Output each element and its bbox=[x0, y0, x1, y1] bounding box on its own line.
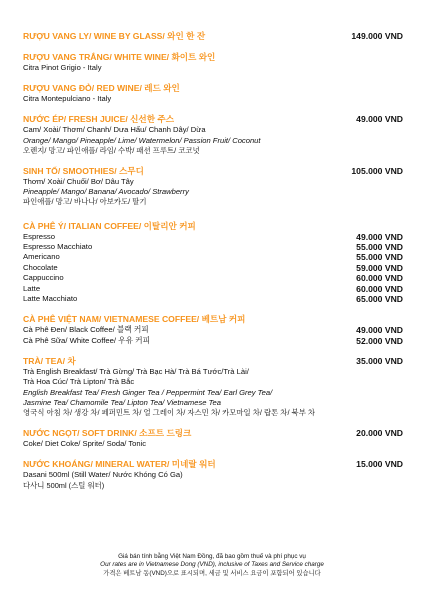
item-price: 60.000 VND bbox=[356, 283, 403, 294]
item-line: Thơm/ Xoài/ Chuối/ Bơ/ Dâu Tây bbox=[23, 177, 134, 187]
item-list bbox=[23, 232, 403, 305]
menu-item bbox=[23, 336, 403, 346]
section-soft-drink bbox=[23, 427, 403, 449]
section-tea bbox=[23, 355, 403, 418]
item-price: 59.000 VND bbox=[356, 262, 403, 273]
item-price: 49.000 VND bbox=[356, 325, 403, 336]
section-title: RƯỢU VANG ĐỎ/ RED WINE/ 레드 와인 bbox=[23, 83, 180, 94]
item-line: Citra Pinot Grigio - Italy bbox=[23, 63, 102, 72]
item-line-korean: 다사니 500ml (스틸 워터) bbox=[23, 480, 105, 490]
item-price: 65.000 VND bbox=[356, 293, 403, 304]
item-line-korean: 파인애플/ 망고/ 바나나/ 아보카도/ 딸기 bbox=[23, 197, 147, 207]
item-line-english: English Breakfast Tea/ Fresh Ginger Tea / Peppermint Tea/ Earl Grey Tea/ bbox=[23, 387, 273, 397]
item-line-korean: 영국식 아침 차/ 생강 차/ 페퍼민트 차/ 얼 그레이 차/ 자스민 차/ 카모마일 차/ 랍톤 차/ 북부 차 bbox=[23, 407, 316, 417]
section-price: 105.000 VND bbox=[351, 166, 403, 177]
item-price: 55.000 VND bbox=[356, 242, 403, 253]
section-smoothies bbox=[23, 165, 403, 208]
section-title: NƯỚC ÉP/ FRESH JUICE/ 신선한 주스 bbox=[23, 114, 174, 125]
item-name: Cà Phê Đen/ Black Coffee/ 블랙 커피 bbox=[23, 325, 149, 335]
item-price: 60.000 VND bbox=[356, 273, 403, 284]
section-mineral-water bbox=[23, 458, 403, 490]
item-line: Trà English Breakfast/ Trà Gừng/ Trà Bạc Hà/ Trà Bá Tước/Trà Lài/ bbox=[23, 367, 249, 377]
footer-note-korean: 가격은 베트남 동(VND)으로 표시되며, 세금 및 서비스 요금이 포함되어 있습니다 bbox=[103, 569, 321, 577]
section-italian-coffee bbox=[23, 220, 403, 305]
section-price: 49.000 VND bbox=[356, 114, 403, 125]
section-title: CÀ PHÊ VIỆT NAM/ VIETNAMESE COFFEE/ 베트남 커피 bbox=[23, 314, 246, 325]
menu-item bbox=[23, 284, 403, 294]
section-price: 149.000 VND bbox=[351, 31, 403, 41]
menu-item bbox=[23, 294, 403, 304]
item-line-english: Jasmine Tea/ Chamomile Tea/ Lipton Tea/ Vietnamese Tea bbox=[23, 397, 221, 407]
item-list bbox=[23, 325, 403, 346]
section-price: 35.000 VND bbox=[356, 356, 403, 367]
item-name: Cappuccino bbox=[23, 273, 64, 283]
item-line: Coke/ Diet Coke/ Sprite/ Soda/ Tonic bbox=[23, 439, 147, 449]
item-price: 49.000 VND bbox=[356, 231, 403, 242]
item-name: Latte Macchiato bbox=[23, 293, 78, 303]
item-line-english: Pineapple/ Mango/ Banana/ Avocado/ Strawberry bbox=[23, 187, 189, 197]
item-name: Espresso bbox=[23, 231, 56, 241]
item-line-korean: 오렌지/ 망고/ 파인애플/ 라임/ 수박/ 패션 프루트/ 코코넛 bbox=[23, 145, 200, 155]
footer-note-english: Our rates are in Vietnamese Dong (VND), inclusive of Taxes and Service charge bbox=[100, 561, 324, 569]
section-price: 15.000 VND bbox=[356, 459, 403, 470]
item-price: 55.000 VND bbox=[356, 252, 403, 263]
item-line: Citra Montepulciano - Italy bbox=[23, 94, 112, 104]
section-fresh-juice bbox=[23, 113, 403, 156]
footer-note-vietnamese: Giá bán tính bằng Việt Nam Đồng, đã bao gồm thuế và phí phục vụ bbox=[118, 553, 306, 560]
section-red-wine bbox=[23, 82, 403, 104]
section-title: RƯỢU VANG TRẮNG/ WHITE WINE/ 화이트 와인 bbox=[23, 52, 216, 62]
price-note-footer bbox=[0, 553, 424, 578]
section-price: 20.000 VND bbox=[356, 428, 403, 439]
item-name: Latte bbox=[23, 283, 41, 293]
section-title: CÀ PHÊ Ý/ ITALIAN COFFEE/ 이탈리안 커피 bbox=[23, 220, 196, 231]
item-line-english: Orange/ Mango/ Pineapple/ Lime/ Watermelon/ Passion Fruit/ Coconut bbox=[23, 135, 261, 145]
item-name: Cà Phê Sữa/ White Coffee/ 우유 커피 bbox=[23, 335, 151, 345]
section-title: RƯỢU VANG LY/ WINE BY GLASS/ 와인 한 잔 bbox=[23, 31, 206, 41]
item-price: 52.000 VND bbox=[356, 335, 403, 346]
menu-item bbox=[23, 252, 403, 262]
item-line: Dasani 500ml (Still Water/ Nước Khóng Có Ga) bbox=[23, 470, 183, 480]
item-name: Chocolate bbox=[23, 262, 58, 272]
section-title: NƯỚC NGỌT/ SOFT DRINK/ 소프트 드링크 bbox=[23, 428, 192, 439]
item-name: Americano bbox=[23, 252, 60, 262]
section-title: NƯỚC KHOÁNG/ MINERAL WATER/ 미네랄 워터 bbox=[23, 459, 216, 470]
menu-item bbox=[23, 263, 403, 273]
menu-item bbox=[23, 232, 403, 242]
item-line: Cam/ Xoài/ Thơm/ Chanh/ Dưa Hấu/ Chanh Dây/ Dừa bbox=[23, 125, 206, 135]
section-white-wine bbox=[23, 51, 403, 73]
menu-item bbox=[23, 242, 403, 252]
item-line: Trà Hoa Cúc/ Trà Lipton/ Trà Bắc bbox=[23, 377, 135, 387]
item-name: Espresso Macchiato bbox=[23, 242, 93, 252]
menu-item bbox=[23, 325, 403, 335]
menu-item bbox=[23, 273, 403, 283]
section-title: SINH TỐ/ SMOOTHIES/ 스무디 bbox=[23, 166, 144, 177]
menu-page bbox=[23, 30, 403, 500]
section-wine-by-glass bbox=[23, 30, 403, 42]
section-title: TRÀ/ TEA/ 차 bbox=[23, 356, 76, 367]
section-vietnamese-coffee bbox=[23, 313, 403, 346]
